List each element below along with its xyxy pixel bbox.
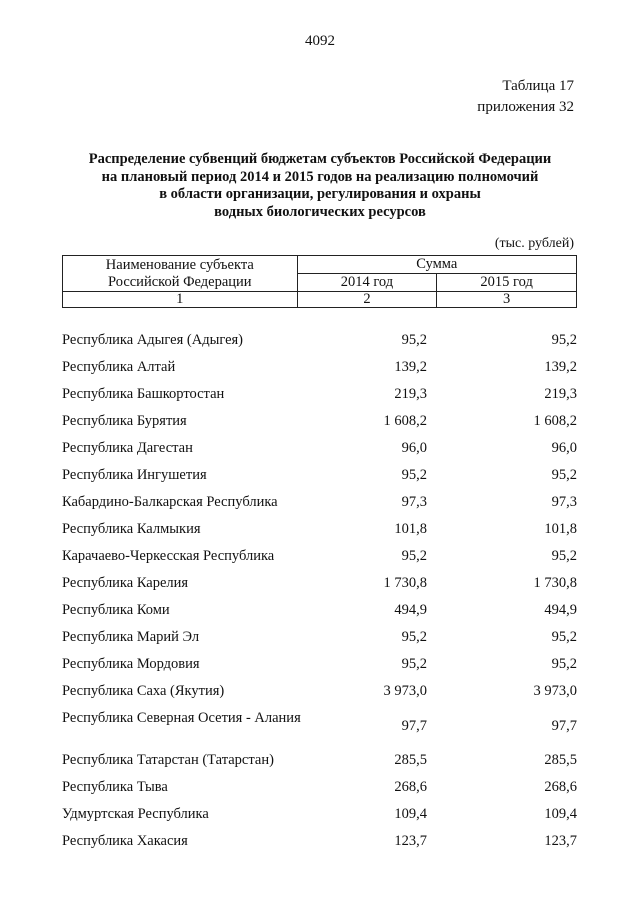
value-2014: 1 730,8: [383, 575, 427, 591]
subject-name: Республика Хакасия: [62, 833, 188, 849]
header-subject-line1: Наименование субъекта: [105, 256, 254, 273]
header-col-number-2: 2: [297, 292, 437, 308]
value-2014: 1 608,2: [383, 413, 427, 429]
subject-name: Республика Дагестан: [62, 440, 193, 456]
header-col-number-3: 3: [437, 292, 577, 308]
title-line2: на плановый период 2014 и 2015 годов на реализацию полномочий: [101, 168, 539, 185]
table-row: [62, 801, 577, 828]
subject-name: Республика Марий Эл: [62, 629, 200, 645]
table-row: [62, 327, 577, 354]
title-line4: водных биологических ресурсов: [214, 203, 426, 220]
document-title: [40, 151, 600, 221]
title-line1: Распределение субвенций бюджетам субъектов Российской Федерации: [88, 151, 552, 167]
table-row: [62, 774, 577, 801]
value-2014: 95,2: [401, 467, 427, 483]
subject-name: Удмуртская Республика: [62, 806, 209, 822]
table-row: [62, 489, 577, 516]
value-2014: 123,7: [394, 833, 427, 849]
subject-name: Карачаево-Черкесская Республика: [62, 548, 275, 564]
value-2015: 494,9: [544, 602, 577, 618]
value-2015: 109,4: [544, 806, 577, 822]
title-line3: в области организации, регулирования и охраны: [159, 186, 481, 202]
value-2015: 97,7: [551, 718, 577, 734]
value-2014: 219,3: [394, 386, 427, 402]
header-subject-name: [63, 256, 298, 292]
subject-name: Республика Калмыкия: [62, 521, 201, 537]
value-2014: 96,0: [401, 440, 427, 456]
subject-name: Республика Мордовия: [62, 656, 200, 672]
table-row: [62, 747, 577, 774]
value-2014: 494,9: [394, 602, 427, 618]
value-2015: 95,2: [551, 332, 577, 348]
table-row: [62, 597, 577, 624]
value-2015: 95,2: [551, 467, 577, 483]
table-reference-line1: Таблица 17: [502, 78, 574, 94]
header-2014: 2014 год: [297, 274, 437, 292]
subject-name: Республика Коми: [62, 602, 170, 618]
value-2015: 97,3: [551, 494, 577, 510]
value-2015: 219,3: [544, 386, 577, 402]
table-reference-line2: приложения 32: [477, 99, 574, 115]
value-2015: 1 608,2: [533, 413, 577, 429]
value-2014: 109,4: [394, 806, 427, 822]
subject-name: Республика Башкортостан: [62, 386, 225, 402]
table-row: [62, 705, 577, 747]
value-2015: 101,8: [544, 521, 577, 537]
table-row: [62, 624, 577, 651]
header-col-number-1: 1: [63, 292, 298, 308]
value-2014: 285,5: [394, 752, 427, 768]
subject-name: Республика Тыва: [62, 779, 168, 795]
units-label: (тыс. рублей): [494, 236, 574, 251]
table-row: [62, 651, 577, 678]
table-body: [62, 327, 577, 855]
value-2014: 95,2: [401, 332, 427, 348]
table-row: [62, 678, 577, 705]
table-row: [62, 435, 577, 462]
table-row: [62, 570, 577, 597]
value-2015: 123,7: [544, 833, 577, 849]
header-sum: Сумма: [297, 256, 576, 274]
value-2015: 139,2: [544, 359, 577, 375]
value-2015: 95,2: [551, 548, 577, 564]
value-2015: 96,0: [551, 440, 577, 456]
subject-name: Республика Алтай: [62, 359, 176, 375]
subject-name: Республика Карелия: [62, 575, 189, 591]
table-row: [62, 543, 577, 570]
subject-name: Республика Адыгея (Адыгея): [62, 332, 244, 348]
header-subject-line2: Российской Федерации: [108, 273, 252, 290]
table-row: [62, 408, 577, 435]
value-2014: 268,6: [394, 779, 427, 795]
table-header: [62, 255, 577, 308]
value-2015: 95,2: [551, 629, 577, 645]
subject-name: Республика Северная Осетия - Алания: [62, 710, 301, 726]
value-2014: 95,2: [401, 548, 427, 564]
table-row: [62, 354, 577, 381]
table-row: [62, 516, 577, 543]
value-2015: 95,2: [551, 656, 577, 672]
value-2014: 97,7: [401, 718, 427, 734]
table-reference: [477, 76, 574, 118]
table-row: [62, 381, 577, 408]
value-2014: 139,2: [394, 359, 427, 375]
value-2015: 3 973,0: [533, 683, 577, 699]
table-row: [62, 828, 577, 855]
subject-name: Республика Саха (Якутия): [62, 683, 225, 699]
header-2015: 2015 год: [437, 274, 577, 292]
table-row: [62, 462, 577, 489]
value-2015: 268,6: [544, 779, 577, 795]
value-2014: 95,2: [401, 629, 427, 645]
value-2015: 1 730,8: [533, 575, 577, 591]
value-2014: 101,8: [394, 521, 427, 537]
subject-name: Республика Ингушетия: [62, 467, 207, 483]
value-2014: 3 973,0: [383, 683, 427, 699]
page-number: 4092: [305, 33, 335, 49]
value-2014: 97,3: [401, 494, 427, 510]
subject-name: Республика Бурятия: [62, 413, 187, 429]
value-2015: 285,5: [544, 752, 577, 768]
subject-name: Кабардино-Балкарская Республика: [62, 494, 278, 510]
subject-name: Республика Татарстан (Татарстан): [62, 752, 274, 768]
value-2014: 95,2: [401, 656, 427, 672]
